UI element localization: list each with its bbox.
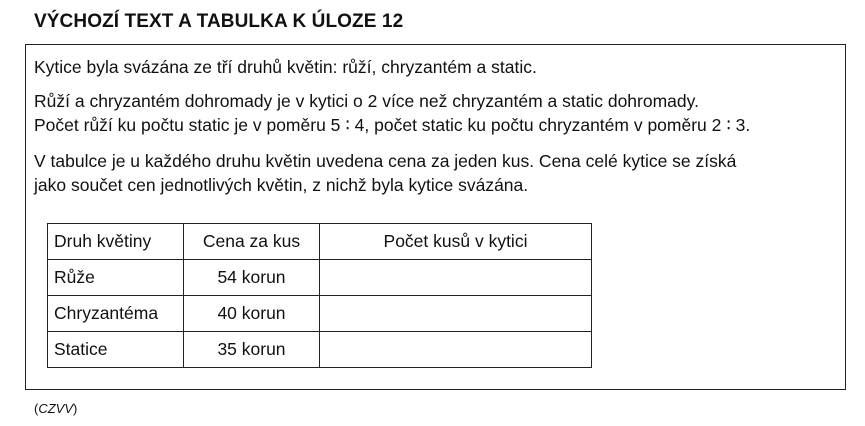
section-heading: VÝCHOZÍ TEXT A TABULKA K ÚLOZE 12: [34, 11, 404, 32]
price-cell: 35 korun: [184, 332, 320, 368]
flower-name-cell: Růže: [48, 260, 184, 296]
count-cell[interactable]: [320, 296, 592, 332]
source-name: CZVV: [38, 401, 74, 416]
table-row: [48, 260, 592, 296]
source-text-box: [25, 44, 846, 390]
paragraph-price-info-line1: V tabulce je u každého druhu květin uvedena cena za jeden kus. Cena celé kytice se získá: [34, 151, 737, 171]
paragraph-price-info-line2: jako součet cen jednotlivých květin, z nichž byla kytice svázána.: [34, 175, 529, 195]
column-header-count: Počet kusů v kytici: [320, 224, 592, 260]
flower-name-cell: Chryzantéma: [48, 296, 184, 332]
count-cell[interactable]: [320, 260, 592, 296]
paragraph-bouquet-composition: Kytice byla svázána ze tří druhů květin: růží, chryzantém a static.: [34, 57, 537, 77]
price-cell: 40 korun: [184, 296, 320, 332]
count-cell[interactable]: [320, 332, 592, 368]
table-row: [48, 332, 592, 368]
table-row: [48, 296, 592, 332]
column-header-price: Cena za kus: [184, 224, 320, 260]
column-header-flower-type: Druh květiny: [48, 224, 184, 260]
table-header-row: [48, 224, 592, 260]
paragraph-ratios: Počet růží ku počtu static je v poměru 5 ∶ 4, počet static ku počtu chryzantém v poměru 2 ∶ 3.: [34, 115, 751, 135]
flower-price-table: [47, 223, 592, 368]
flower-name-cell: Statice: [48, 332, 184, 368]
paragraph-roses-chrysanthemums: Růží a chryzantém dohromady je v kytici o 2 více než chryzantém a static dohromady.: [34, 91, 699, 111]
source-credit: [34, 401, 77, 416]
source-open-paren: (: [34, 401, 39, 416]
price-cell: 54 korun: [184, 260, 320, 296]
source-close-paren: ): [73, 401, 78, 416]
